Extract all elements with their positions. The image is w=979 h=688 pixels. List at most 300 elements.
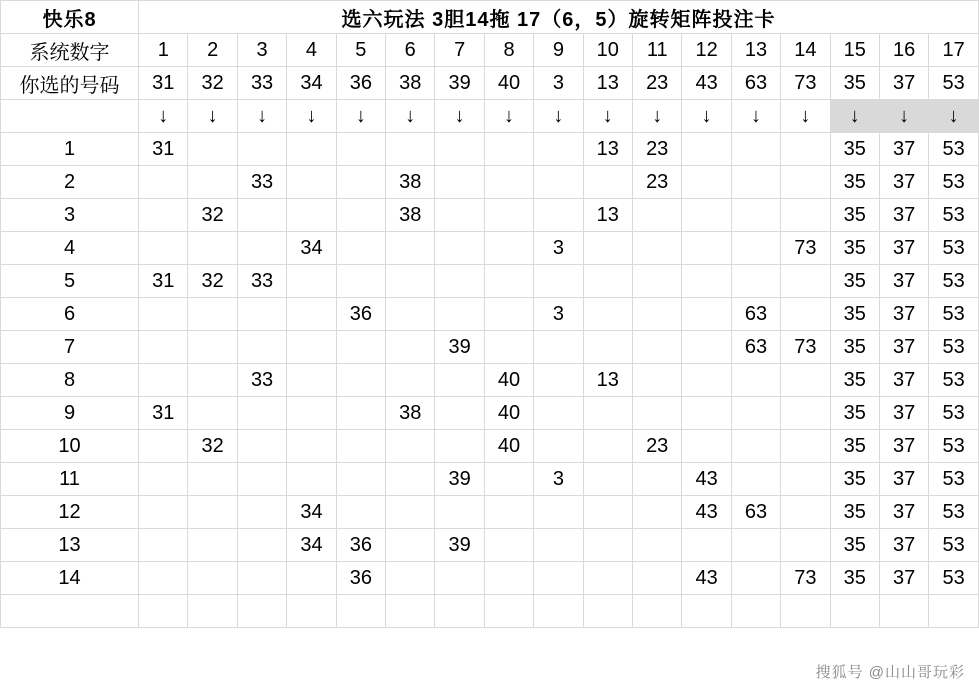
system-number-cell: 5 bbox=[336, 34, 385, 67]
combination-cell[interactable]: 43 bbox=[682, 463, 731, 496]
combination-cell[interactable]: 35 bbox=[830, 199, 879, 232]
combination-cell[interactable] bbox=[336, 166, 385, 199]
combination-cell[interactable] bbox=[484, 562, 533, 595]
row-index-label: 14 bbox=[1, 562, 139, 595]
combination-cell[interactable] bbox=[781, 133, 830, 166]
combination-cell[interactable]: 38 bbox=[386, 397, 435, 430]
blank-cell bbox=[633, 595, 682, 628]
combination-cell[interactable] bbox=[633, 265, 682, 298]
combination-cell[interactable] bbox=[534, 199, 583, 232]
combination-cell[interactable]: 38 bbox=[386, 199, 435, 232]
combination-cell[interactable] bbox=[682, 529, 731, 562]
combination-cell[interactable]: 40 bbox=[484, 364, 533, 397]
combination-cell[interactable]: 53 bbox=[929, 199, 979, 232]
combination-cell[interactable]: 37 bbox=[879, 463, 928, 496]
system-number-cell: 3 bbox=[237, 34, 286, 67]
combination-cell[interactable] bbox=[682, 430, 731, 463]
combination-cell[interactable] bbox=[386, 562, 435, 595]
your-number-cell[interactable]: 39 bbox=[435, 67, 484, 100]
combination-cell[interactable] bbox=[188, 166, 237, 199]
combination-cell[interactable] bbox=[336, 364, 385, 397]
down-arrow-icon: ↓ bbox=[534, 100, 583, 133]
blank-cell bbox=[188, 595, 237, 628]
combination-cell[interactable] bbox=[682, 199, 731, 232]
combination-cell[interactable] bbox=[139, 463, 188, 496]
combination-cell[interactable] bbox=[237, 496, 286, 529]
combination-cell[interactable] bbox=[484, 265, 533, 298]
combination-cell[interactable]: 23 bbox=[633, 166, 682, 199]
combination-cell[interactable]: 13 bbox=[583, 364, 632, 397]
combination-cell[interactable] bbox=[682, 331, 731, 364]
combination-cell[interactable] bbox=[188, 133, 237, 166]
down-arrow-icon: ↓ bbox=[830, 100, 879, 133]
combination-cell[interactable] bbox=[731, 265, 780, 298]
combination-cell[interactable] bbox=[484, 298, 533, 331]
combination-cell[interactable] bbox=[386, 298, 435, 331]
system-numbers-label: 系统数字 bbox=[1, 34, 139, 67]
combination-cell[interactable] bbox=[781, 463, 830, 496]
combination-cell[interactable]: 35 bbox=[830, 463, 879, 496]
combination-cell[interactable] bbox=[139, 430, 188, 463]
combination-cell[interactable] bbox=[435, 232, 484, 265]
your-number-cell[interactable]: 43 bbox=[682, 67, 731, 100]
your-number-cell[interactable]: 73 bbox=[781, 67, 830, 100]
combination-cell[interactable] bbox=[781, 397, 830, 430]
combination-cell[interactable] bbox=[287, 298, 336, 331]
combination-cell[interactable]: 31 bbox=[139, 133, 188, 166]
combination-cell[interactable]: 34 bbox=[287, 232, 336, 265]
your-number-cell[interactable]: 23 bbox=[633, 67, 682, 100]
combination-cell[interactable] bbox=[386, 529, 435, 562]
combination-cell[interactable]: 23 bbox=[633, 430, 682, 463]
combination-cell[interactable] bbox=[633, 331, 682, 364]
combination-cell[interactable]: 53 bbox=[929, 397, 979, 430]
combination-cell[interactable] bbox=[583, 232, 632, 265]
blank-cell bbox=[435, 595, 484, 628]
combination-cell[interactable] bbox=[583, 562, 632, 595]
combination-cell[interactable]: 53 bbox=[929, 430, 979, 463]
your-number-cell[interactable]: 13 bbox=[583, 67, 632, 100]
combination-cell[interactable]: 35 bbox=[830, 298, 879, 331]
combination-cell[interactable]: 63 bbox=[731, 298, 780, 331]
combination-cell[interactable] bbox=[633, 397, 682, 430]
title-row bbox=[1, 1, 979, 34]
combination-cell[interactable] bbox=[682, 364, 731, 397]
system-number-cell: 9 bbox=[534, 34, 583, 67]
combination-cell[interactable] bbox=[287, 133, 336, 166]
your-number-cell[interactable]: 63 bbox=[731, 67, 780, 100]
combination-cell[interactable] bbox=[534, 529, 583, 562]
combination-cell[interactable]: 3 bbox=[534, 298, 583, 331]
system-number-cell: 8 bbox=[484, 34, 533, 67]
combination-cell[interactable]: 37 bbox=[879, 562, 928, 595]
combination-cell[interactable]: 35 bbox=[830, 265, 879, 298]
down-arrow-icon: ↓ bbox=[633, 100, 682, 133]
combination-cell[interactable] bbox=[781, 529, 830, 562]
down-arrow-icon: ↓ bbox=[484, 100, 533, 133]
combination-cell[interactable] bbox=[287, 331, 336, 364]
combination-cell[interactable] bbox=[287, 430, 336, 463]
system-numbers-row bbox=[1, 34, 979, 67]
combination-cell[interactable]: 36 bbox=[336, 562, 385, 595]
combination-cell[interactable] bbox=[583, 397, 632, 430]
combination-cell[interactable]: 53 bbox=[929, 298, 979, 331]
combination-cell[interactable] bbox=[682, 265, 731, 298]
combination-cell[interactable]: 34 bbox=[287, 496, 336, 529]
combination-cell[interactable] bbox=[237, 562, 286, 595]
combination-cell[interactable] bbox=[287, 166, 336, 199]
combination-cell[interactable]: 40 bbox=[484, 430, 533, 463]
your-number-cell[interactable]: 3 bbox=[534, 67, 583, 100]
combination-cell[interactable]: 73 bbox=[781, 562, 830, 595]
combination-cell[interactable] bbox=[188, 529, 237, 562]
system-number-cell: 6 bbox=[386, 34, 435, 67]
combination-cell[interactable]: 43 bbox=[682, 562, 731, 595]
combination-cell[interactable] bbox=[484, 133, 533, 166]
combination-cell[interactable] bbox=[731, 199, 780, 232]
combination-cell[interactable] bbox=[484, 199, 533, 232]
combination-cell[interactable]: 53 bbox=[929, 331, 979, 364]
combination-cell[interactable] bbox=[731, 166, 780, 199]
combination-cell[interactable]: 35 bbox=[830, 166, 879, 199]
combination-cell[interactable] bbox=[731, 397, 780, 430]
combination-cell[interactable]: 3 bbox=[534, 232, 583, 265]
combination-cell[interactable] bbox=[484, 166, 533, 199]
combination-cell[interactable] bbox=[781, 430, 830, 463]
your-number-cell[interactable]: 32 bbox=[188, 67, 237, 100]
combination-cell[interactable]: 33 bbox=[237, 364, 286, 397]
combination-cell[interactable]: 53 bbox=[929, 463, 979, 496]
combination-cell[interactable] bbox=[583, 529, 632, 562]
combination-cell[interactable]: 63 bbox=[731, 496, 780, 529]
combination-cell[interactable] bbox=[139, 199, 188, 232]
combination-cell[interactable]: 39 bbox=[435, 463, 484, 496]
combination-cell[interactable] bbox=[633, 298, 682, 331]
combination-cell[interactable] bbox=[386, 265, 435, 298]
combination-cell[interactable] bbox=[534, 331, 583, 364]
combination-cell[interactable] bbox=[781, 265, 830, 298]
combination-cell[interactable] bbox=[781, 364, 830, 397]
combination-cell[interactable]: 37 bbox=[879, 331, 928, 364]
combination-cell[interactable] bbox=[633, 364, 682, 397]
your-number-cell[interactable]: 53 bbox=[929, 67, 979, 100]
down-arrow-icon: ↓ bbox=[682, 100, 731, 133]
blank-cell bbox=[336, 595, 385, 628]
combination-cell[interactable] bbox=[435, 430, 484, 463]
combination-cell[interactable] bbox=[336, 331, 385, 364]
combination-cell[interactable]: 32 bbox=[188, 430, 237, 463]
combination-cell[interactable] bbox=[386, 331, 435, 364]
combination-cell[interactable] bbox=[484, 463, 533, 496]
blank-cell bbox=[139, 595, 188, 628]
combination-cell[interactable] bbox=[188, 364, 237, 397]
your-number-cell[interactable]: 38 bbox=[386, 67, 435, 100]
combination-cell[interactable]: 63 bbox=[731, 331, 780, 364]
combination-cell[interactable]: 34 bbox=[287, 529, 336, 562]
combination-cell[interactable]: 37 bbox=[879, 496, 928, 529]
combination-cell[interactable] bbox=[583, 166, 632, 199]
combination-cell[interactable] bbox=[386, 364, 435, 397]
your-number-cell[interactable]: 34 bbox=[287, 67, 336, 100]
combination-cell[interactable] bbox=[633, 529, 682, 562]
combination-cell[interactable] bbox=[336, 265, 385, 298]
combination-cell[interactable]: 39 bbox=[435, 529, 484, 562]
combination-cell[interactable]: 53 bbox=[929, 529, 979, 562]
combination-cell[interactable] bbox=[237, 199, 286, 232]
combination-cell[interactable]: 36 bbox=[336, 529, 385, 562]
combination-cell[interactable] bbox=[731, 133, 780, 166]
combination-cell[interactable] bbox=[336, 397, 385, 430]
combination-cell[interactable] bbox=[583, 430, 632, 463]
blank-cell bbox=[682, 595, 731, 628]
combination-cell[interactable]: 37 bbox=[879, 265, 928, 298]
blank-cell bbox=[237, 595, 286, 628]
combination-cell[interactable] bbox=[336, 232, 385, 265]
combination-cell[interactable] bbox=[682, 232, 731, 265]
combination-cell[interactable] bbox=[139, 298, 188, 331]
combination-cell[interactable] bbox=[484, 529, 533, 562]
combination-cell[interactable] bbox=[583, 463, 632, 496]
combination-cell[interactable]: 35 bbox=[830, 364, 879, 397]
your-number-cell[interactable]: 33 bbox=[237, 67, 286, 100]
combination-cell[interactable]: 13 bbox=[583, 133, 632, 166]
combination-cell[interactable]: 35 bbox=[830, 397, 879, 430]
combination-cell[interactable] bbox=[731, 463, 780, 496]
combination-cell[interactable] bbox=[188, 463, 237, 496]
table-row bbox=[1, 166, 979, 199]
combination-cell[interactable] bbox=[188, 298, 237, 331]
arrow-row-spacer bbox=[1, 100, 139, 133]
combination-cell[interactable] bbox=[534, 265, 583, 298]
combination-cell[interactable]: 35 bbox=[830, 331, 879, 364]
combination-cell[interactable] bbox=[781, 166, 830, 199]
combination-cell[interactable] bbox=[583, 496, 632, 529]
combination-cell[interactable] bbox=[237, 397, 286, 430]
combination-cell[interactable] bbox=[583, 298, 632, 331]
down-arrow-icon: ↓ bbox=[781, 100, 830, 133]
combination-cell[interactable] bbox=[237, 430, 286, 463]
system-number-cell: 14 bbox=[781, 34, 830, 67]
blank-cell bbox=[534, 595, 583, 628]
combination-cell[interactable] bbox=[139, 562, 188, 595]
combination-cell[interactable]: 37 bbox=[879, 133, 928, 166]
combination-cell[interactable] bbox=[386, 430, 435, 463]
combination-cell[interactable] bbox=[534, 430, 583, 463]
combination-cell[interactable] bbox=[435, 562, 484, 595]
combination-cell[interactable] bbox=[188, 331, 237, 364]
combination-cell[interactable]: 38 bbox=[386, 166, 435, 199]
combination-cell[interactable] bbox=[435, 199, 484, 232]
system-number-cell: 11 bbox=[633, 34, 682, 67]
combination-cell[interactable] bbox=[139, 364, 188, 397]
system-number-cell: 4 bbox=[287, 34, 336, 67]
combination-cell[interactable]: 32 bbox=[188, 199, 237, 232]
combination-cell[interactable] bbox=[731, 364, 780, 397]
combination-cell[interactable]: 37 bbox=[879, 430, 928, 463]
combination-cell[interactable]: 37 bbox=[879, 397, 928, 430]
combination-cell[interactable] bbox=[188, 562, 237, 595]
down-arrow-icon: ↓ bbox=[386, 100, 435, 133]
combination-cell[interactable] bbox=[237, 298, 286, 331]
combination-cell[interactable]: 35 bbox=[830, 496, 879, 529]
table-row bbox=[1, 562, 979, 595]
combination-cell[interactable] bbox=[336, 133, 385, 166]
combination-cell[interactable] bbox=[287, 364, 336, 397]
combination-cell[interactable] bbox=[484, 232, 533, 265]
combination-cell[interactable] bbox=[287, 265, 336, 298]
combination-cell[interactable]: 53 bbox=[929, 562, 979, 595]
combination-cell[interactable] bbox=[435, 364, 484, 397]
combination-cell[interactable] bbox=[435, 496, 484, 529]
combination-cell[interactable]: 37 bbox=[879, 232, 928, 265]
combination-cell[interactable] bbox=[237, 133, 286, 166]
combination-cell[interactable] bbox=[484, 496, 533, 529]
combination-cell[interactable] bbox=[534, 496, 583, 529]
combination-cell[interactable] bbox=[386, 232, 435, 265]
combination-cell[interactable]: 33 bbox=[237, 166, 286, 199]
system-number-cell: 13 bbox=[731, 34, 780, 67]
system-number-cell: 16 bbox=[879, 34, 928, 67]
combination-cell[interactable] bbox=[435, 133, 484, 166]
combination-cell[interactable] bbox=[237, 529, 286, 562]
your-number-cell[interactable]: 31 bbox=[139, 67, 188, 100]
combination-cell[interactable] bbox=[534, 562, 583, 595]
combination-cell[interactable] bbox=[435, 397, 484, 430]
combination-cell[interactable] bbox=[237, 232, 286, 265]
combination-cell[interactable] bbox=[237, 463, 286, 496]
combination-cell[interactable] bbox=[435, 298, 484, 331]
combination-cell[interactable]: 53 bbox=[929, 496, 979, 529]
combination-cell[interactable] bbox=[287, 562, 336, 595]
combination-cell[interactable] bbox=[139, 232, 188, 265]
your-number-cell[interactable]: 37 bbox=[879, 67, 928, 100]
combination-cell[interactable]: 37 bbox=[879, 166, 928, 199]
combination-cell[interactable]: 37 bbox=[879, 529, 928, 562]
combination-cell[interactable]: 35 bbox=[830, 562, 879, 595]
row-index-label: 4 bbox=[1, 232, 139, 265]
combination-cell[interactable] bbox=[534, 397, 583, 430]
combination-cell[interactable] bbox=[188, 496, 237, 529]
combination-cell[interactable] bbox=[731, 430, 780, 463]
combination-cell[interactable] bbox=[583, 265, 632, 298]
combination-cell[interactable]: 23 bbox=[633, 133, 682, 166]
combination-cell[interactable]: 39 bbox=[435, 331, 484, 364]
combination-cell[interactable] bbox=[188, 232, 237, 265]
combination-cell[interactable] bbox=[386, 133, 435, 166]
combination-cell[interactable] bbox=[139, 529, 188, 562]
combination-cell[interactable] bbox=[139, 496, 188, 529]
combination-cell[interactable] bbox=[781, 298, 830, 331]
combination-cell[interactable]: 53 bbox=[929, 133, 979, 166]
combination-cell[interactable]: 3 bbox=[534, 463, 583, 496]
combination-cell[interactable]: 53 bbox=[929, 364, 979, 397]
combination-cell[interactable] bbox=[682, 397, 731, 430]
combination-cell[interactable]: 73 bbox=[781, 331, 830, 364]
combination-cell[interactable]: 35 bbox=[830, 133, 879, 166]
combination-cell[interactable] bbox=[386, 496, 435, 529]
combination-cell[interactable] bbox=[781, 496, 830, 529]
combination-cell[interactable] bbox=[682, 166, 731, 199]
combination-cell[interactable] bbox=[731, 232, 780, 265]
combination-cell[interactable] bbox=[731, 562, 780, 595]
combination-cell[interactable]: 35 bbox=[830, 430, 879, 463]
combination-cell[interactable] bbox=[682, 298, 731, 331]
combination-cell[interactable] bbox=[435, 166, 484, 199]
row-index-label: 12 bbox=[1, 496, 139, 529]
combination-cell[interactable] bbox=[781, 199, 830, 232]
your-number-cell[interactable]: 40 bbox=[484, 67, 533, 100]
combination-cell[interactable] bbox=[633, 496, 682, 529]
your-number-cell[interactable]: 35 bbox=[830, 67, 879, 100]
combination-cell[interactable]: 35 bbox=[830, 529, 879, 562]
combination-cell[interactable] bbox=[287, 199, 336, 232]
combination-cell[interactable] bbox=[336, 496, 385, 529]
combination-cell[interactable] bbox=[633, 463, 682, 496]
combination-cell[interactable] bbox=[633, 562, 682, 595]
combination-cell[interactable]: 36 bbox=[336, 298, 385, 331]
combination-cell[interactable]: 37 bbox=[879, 199, 928, 232]
combination-cell[interactable] bbox=[435, 265, 484, 298]
your-number-cell[interactable]: 36 bbox=[336, 67, 385, 100]
combination-cell[interactable]: 40 bbox=[484, 397, 533, 430]
combination-cell[interactable] bbox=[534, 364, 583, 397]
combination-cell[interactable] bbox=[633, 199, 682, 232]
blank-cell bbox=[583, 595, 632, 628]
combination-cell[interactable] bbox=[386, 463, 435, 496]
combination-cell[interactable]: 31 bbox=[139, 397, 188, 430]
combination-cell[interactable]: 32 bbox=[188, 265, 237, 298]
brand-logo: 快乐8 bbox=[1, 1, 139, 34]
table-row bbox=[1, 529, 979, 562]
combination-cell[interactable]: 53 bbox=[929, 265, 979, 298]
row-index-label: 13 bbox=[1, 529, 139, 562]
combination-cell[interactable]: 53 bbox=[929, 232, 979, 265]
combination-cell[interactable]: 73 bbox=[781, 232, 830, 265]
blank-cell bbox=[484, 595, 533, 628]
combination-cell[interactable]: 31 bbox=[139, 265, 188, 298]
combination-cell[interactable] bbox=[287, 397, 336, 430]
combination-cell[interactable]: 35 bbox=[830, 232, 879, 265]
your-numbers-label: 你选的号码 bbox=[1, 67, 139, 100]
down-arrow-icon: ↓ bbox=[435, 100, 484, 133]
combination-cell[interactable]: 37 bbox=[879, 298, 928, 331]
row-index-label: 7 bbox=[1, 331, 139, 364]
combination-cell[interactable] bbox=[682, 133, 731, 166]
table-row bbox=[1, 496, 979, 529]
combination-cell[interactable] bbox=[484, 331, 533, 364]
combination-cell[interactable]: 37 bbox=[879, 364, 928, 397]
combination-cell[interactable] bbox=[336, 199, 385, 232]
combination-cell[interactable] bbox=[287, 463, 336, 496]
combination-cell[interactable] bbox=[188, 397, 237, 430]
combination-cell[interactable]: 53 bbox=[929, 166, 979, 199]
combination-cell[interactable]: 33 bbox=[237, 265, 286, 298]
combination-cell[interactable] bbox=[534, 133, 583, 166]
system-number-cell: 10 bbox=[583, 34, 632, 67]
combination-cell[interactable] bbox=[139, 166, 188, 199]
combination-cell[interactable] bbox=[139, 331, 188, 364]
combination-cell[interactable]: 13 bbox=[583, 199, 632, 232]
combination-cell[interactable] bbox=[583, 331, 632, 364]
combination-cell[interactable] bbox=[336, 430, 385, 463]
combination-cell[interactable] bbox=[633, 232, 682, 265]
combination-cell[interactable] bbox=[534, 166, 583, 199]
combination-cell[interactable]: 43 bbox=[682, 496, 731, 529]
blank-cell bbox=[781, 595, 830, 628]
combination-cell[interactable] bbox=[731, 529, 780, 562]
combination-cell[interactable] bbox=[336, 463, 385, 496]
combination-cell[interactable] bbox=[237, 331, 286, 364]
